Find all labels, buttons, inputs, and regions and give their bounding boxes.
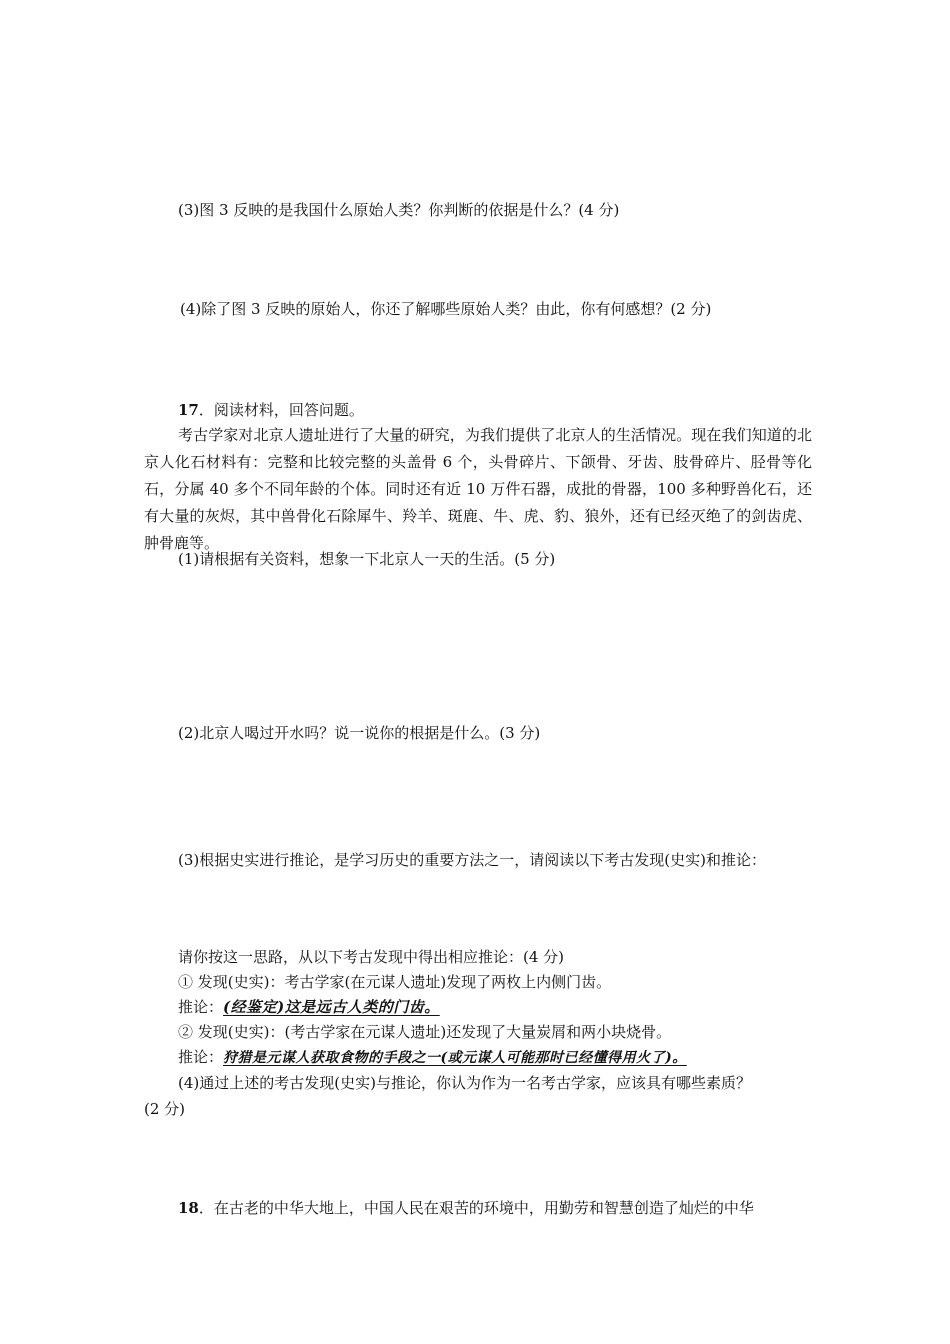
q17-intro: ．阅读材料，回答问题。 xyxy=(198,401,364,419)
q17-heading xyxy=(178,400,364,420)
q17-sub3-prompt: 请你按这一思路，从以下考古发现中得出相应推论：(4 分) xyxy=(178,948,565,966)
q17-inference-1: (经鉴定)这是远古人类的门齿。 xyxy=(223,998,440,1016)
q18-text: ．在古老的中华大地上，中国人民在艰苦的环境中，用勤劳和智慧创造了灿烂的中华 xyxy=(198,1199,754,1217)
q17-material: 考古学家对北京人遗址进行了大量的研究，为我们提供了北京人的生活情况。现在我们知道的北京人化石材料有：完整和比较完整的头盖骨 6 个，头骨碎片、下颌骨、牙齿、肢骨碎片、胫骨等化石，分属 40 多个不同年龄的个体。同时还有近 10 万件石器，成批的骨器，100 多种野兽化石，还有大量的灰烬，其中兽骨化石除犀牛、羚羊、斑鹿、牛、虎、豹、狼外，还有已经灭绝了的剑齿虎、肿骨鹿等。 xyxy=(144,426,812,552)
q16-sub4: (4)除了图 3 反映的原始人，你还了解哪些原始人类？由此，你有何感想？(2 分) xyxy=(180,300,712,318)
inference-label: 推论： xyxy=(178,998,224,1016)
q18-heading xyxy=(178,1198,754,1218)
q17-finding-2: ② 发现(史实)：(考古学家在元谋人遗址)还发现了大量炭屑和两小块烧骨。 xyxy=(178,1023,672,1041)
q18-number: 18 xyxy=(178,1199,199,1217)
q17-sub3: (3)根据史实进行推论，是学习历史的重要方法之一，请阅读以下考古发现(史实)和推论： xyxy=(178,851,766,869)
q17-inference-1-row xyxy=(178,997,440,1017)
q17-number: 17 xyxy=(178,401,199,419)
inference-label: 推论： xyxy=(178,1048,224,1066)
q17-inference-2-row xyxy=(178,1047,687,1068)
q17-sub4: (4)通过上述的考古发现(史实)与推论，你认为作为一名考古学家，应该具有哪些素质？ xyxy=(178,1074,751,1092)
q17-sub1: (1)请根据有关资料，想象一下北京人一天的生活。(5 分) xyxy=(178,550,556,568)
q17-sub4-cont: (2 分) xyxy=(144,1100,186,1118)
q16-sub3: (3)图 3 反映的是我国什么原始人类？你判断的依据是什么？(4 分) xyxy=(178,201,620,219)
q17-finding-1: ① 发现(史实)：考古学家(在元谋人遗址)发现了两枚上内侧门齿。 xyxy=(178,973,612,991)
q17-sub2: (2)北京人喝过开水吗？说一说你的根据是什么。(3 分) xyxy=(178,724,541,742)
q17-inference-2: 狩猎是元谋人获取食物的手段之一(或元谋人可能那时已经懂得用火了)。 xyxy=(223,1050,687,1066)
